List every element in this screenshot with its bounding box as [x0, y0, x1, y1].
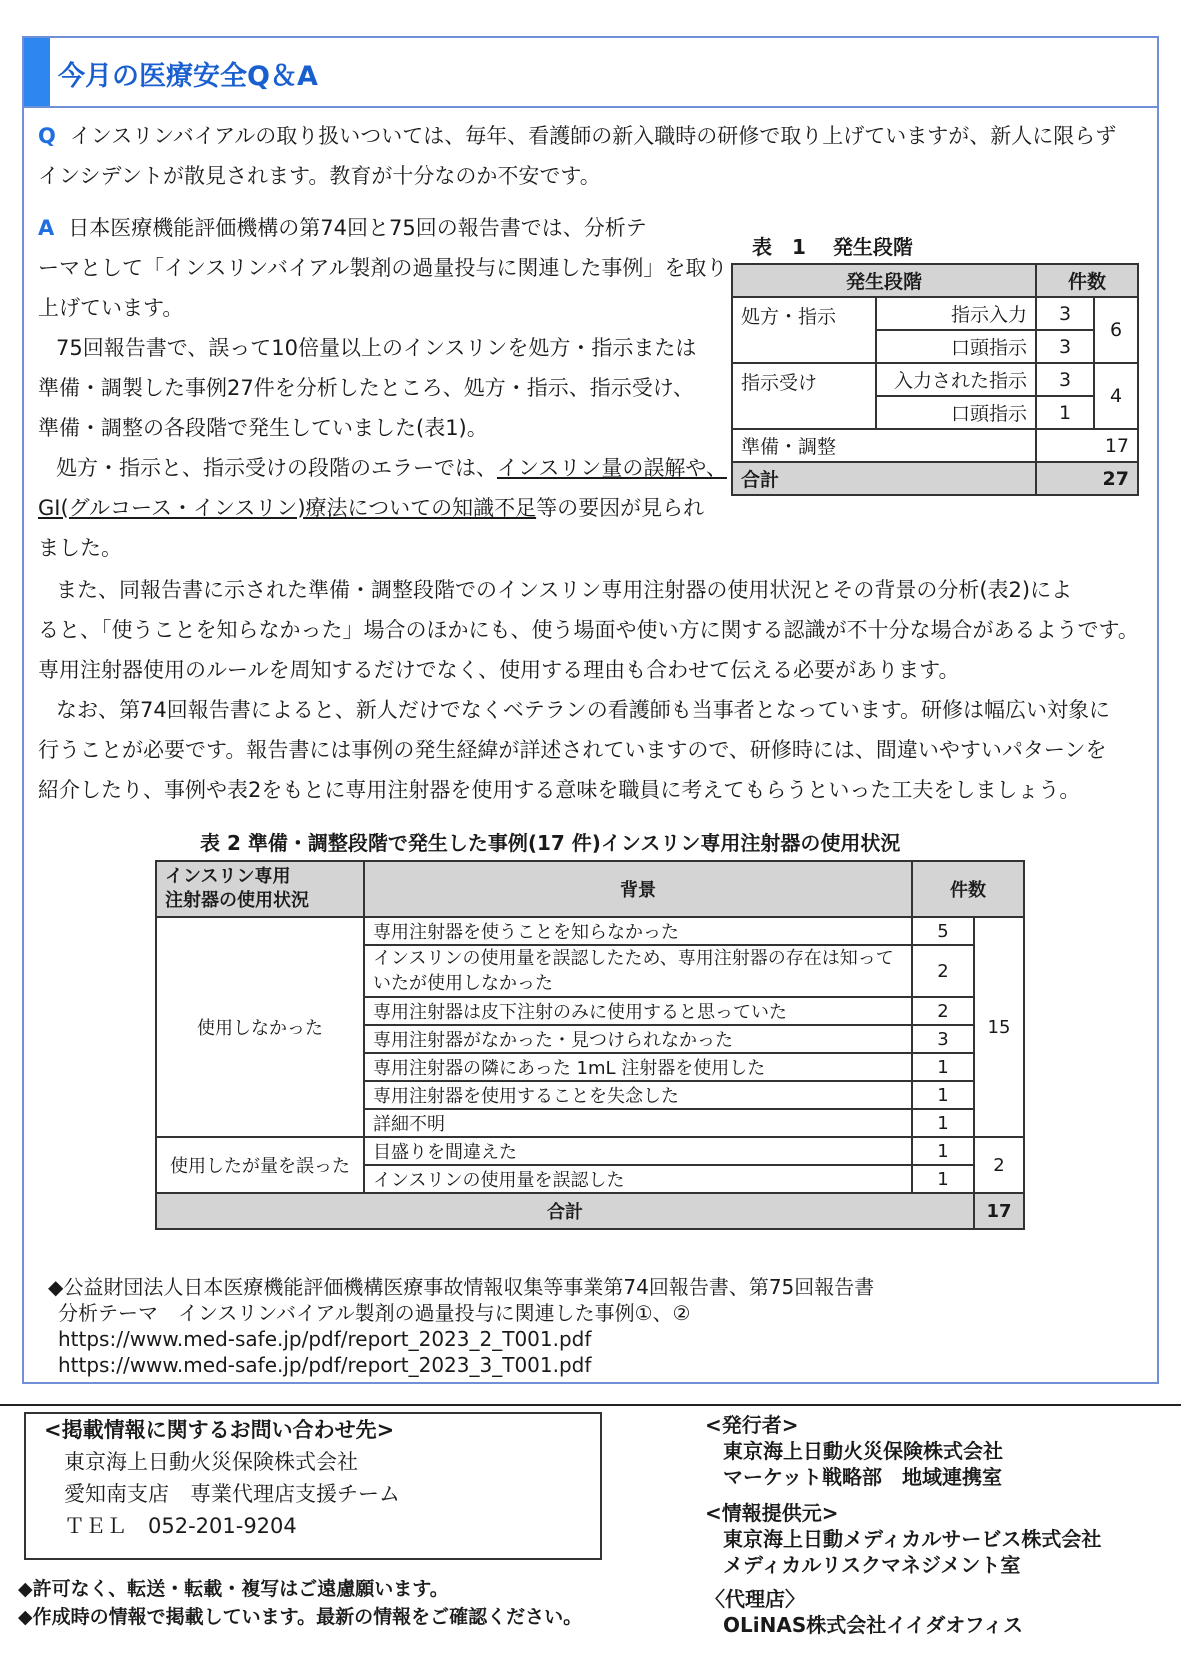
answer-p3-l2u: GI(グルコース・インスリン)療法についての知識不足: [38, 496, 537, 520]
table1-g2-total: 4: [1094, 363, 1138, 429]
table2-row-n: 5: [912, 917, 974, 945]
answer-p5-l1: なお、第74回報告書によると、新人だけでなくベテランの看護師も当事者となっています。研修は幅広い対象に: [56, 698, 1111, 722]
source-block: [48, 1274, 874, 1378]
table2-row-cont: いたが使用しなかった: [364, 971, 912, 997]
table1-g2-r1: 入力された指示: [876, 363, 1036, 396]
answer-p2-l1: 75回報告書で、誤って10倍量以上のインスリンを処方・指示または: [56, 336, 697, 360]
source-url-1[interactable]: https://www.med-safe.jp/pdf/report_2023_2_T001.pdf: [58, 1327, 592, 1351]
table2-row: 詳細不明: [364, 1109, 912, 1137]
table1-total-n: 27: [1036, 462, 1138, 495]
answer-p3-l1a: 処方・指示と、指示受けの段階のエラーでは、: [56, 456, 497, 480]
contact-line-1: 東京海上日動火災保険株式会社: [64, 1450, 358, 1474]
question-line-2: インシデントが散見されます。教育が十分なのか不安です。: [38, 164, 601, 188]
publisher-line-2: マーケット戦略部 地域連携室: [723, 1465, 1002, 1489]
page-title: 今月の医療安全Q＆A: [58, 61, 318, 92]
note-1: ◆許可なく、転送・転載・複写はご遠慮願います。: [18, 1578, 449, 1600]
provider-line-1: 東京海上日動メディカルサービス株式会社: [723, 1527, 1102, 1551]
table2-header-count: 件数: [912, 861, 1024, 917]
agency-label: 〈代理店〉: [705, 1587, 805, 1611]
table2-row: 専用注射器を使用することを失念した: [364, 1081, 912, 1109]
answer-p5-l3: 紹介したり、事例や表2をもとに専用注射器を使用する意味を職員に考えてもらうといった工夫をしましょう。: [38, 778, 1081, 802]
table1-header-stage: 発生段階: [732, 264, 1036, 297]
source-line-2: 分析テーマ インスリンバイアル製剤の過量投与に関連した事例①、②: [58, 1301, 691, 1325]
a-letter: A: [38, 216, 55, 240]
source-url-2[interactable]: https://www.med-safe.jp/pdf/report_2023_3_T001.pdf: [58, 1353, 592, 1377]
answer-p2-l2: 準備・調製した事例27件を分析したところ、処方・指示、指示受け、: [38, 376, 694, 400]
provider-label: <情報提供元>: [705, 1501, 839, 1525]
table1-g1-r2: 口頭指示: [876, 330, 1036, 363]
table1-g2-r2-n: 1: [1036, 396, 1094, 429]
table2-g2-total: 2: [974, 1137, 1024, 1193]
answer-p1-l2: ーマとして「インスリンバイアル製剤の過量投与に関連した事例」を取り: [38, 256, 728, 280]
table2-row-n: 3: [912, 1025, 974, 1053]
table1-caption: 表 1 発生段階: [752, 235, 913, 259]
answer-p3-l3: ました。: [38, 536, 122, 560]
publisher-label: <発行者>: [705, 1413, 799, 1437]
answer-block-full: [38, 570, 1153, 810]
answer-p1-l3: 上げています。: [38, 296, 184, 320]
table1-g2-r1-n: 3: [1036, 363, 1094, 396]
table1-group-1: 処方・指示: [732, 297, 876, 363]
table1-header-count: 件数: [1036, 264, 1138, 297]
table2-group-2: 使用したが量を誤った: [156, 1137, 364, 1193]
table2-row: 目盛りを間違えた: [364, 1137, 912, 1165]
answer-p3-l2b: 等の要因が見られ: [536, 496, 705, 520]
table2-row-n: 1: [912, 1137, 974, 1165]
table2-total-label: 合計: [156, 1193, 974, 1229]
contact-line-2: 愛知南支店 専業代理店支援チーム: [64, 1482, 400, 1506]
table1-g3-n: 17: [1036, 429, 1138, 462]
table2-g1-total: 15: [974, 917, 1024, 1137]
table2-header-bg: 背景: [364, 861, 912, 917]
table2-row-n: 1: [912, 1109, 974, 1137]
table2-row: インスリンの使用量を誤認したため、専用注射器の存在は知って: [364, 945, 912, 971]
table2-row-n: 2: [912, 945, 974, 997]
source-line-1: ◆公益財団法人日本医療機能評価機構医療事故情報収集等事業第74回報告書、第75回報告書: [48, 1275, 875, 1299]
provider-block: [705, 1500, 1101, 1578]
contact-box: [24, 1412, 602, 1560]
table2-row-n: 1: [912, 1053, 974, 1081]
answer-p4-l3: 専用注射器使用のルールを周知するだけでなく、使用する理由も合わせて伝える必要があります。: [38, 658, 960, 682]
table1-g2-r2: 口頭指示: [876, 396, 1036, 429]
table2-header-status: [156, 861, 364, 917]
table2-row: 専用注射器の隣にあった 1mL 注射器を使用した: [364, 1053, 912, 1081]
table1: [731, 263, 1139, 496]
table2-row-n: 1: [912, 1165, 974, 1193]
title-box: [24, 38, 1157, 108]
table1-g1-r1-n: 3: [1036, 297, 1094, 330]
contact-tel: ＴＥＬ 052-201-9204: [64, 1514, 297, 1538]
answer-p4-l1: また、同報告書に示された準備・調整段階でのインスリン専用注射器の使用状況とその背景の分析(表2)によ: [56, 578, 1073, 602]
table2-header-status-1: インスリン専用: [165, 866, 291, 887]
table2-total-n: 17: [974, 1193, 1024, 1229]
table1-g1-total: 6: [1094, 297, 1138, 363]
answer-block-left: [38, 208, 728, 568]
table1-group-3: 準備・調整: [732, 429, 1036, 462]
answer-p2-l3: 準備・調整の各段階で発生していました(表1)。: [38, 416, 488, 440]
answer-p4-l2: ると、「使うことを知らなかった」場合のほかにも、使う場面や使い方に関する認識が不十分な場合があるようです。: [38, 618, 1139, 642]
q-letter: Q: [38, 124, 56, 148]
table2-header-status-2: 注射器の使用状況: [165, 890, 309, 911]
answer-p5-l2: 行うことが必要です。報告書には事例の発生経緯が詳述されていますので、研修時には、間違いやすいパターンを: [38, 738, 1107, 762]
title-accent-bar: [24, 38, 50, 106]
table2-row-n: 2: [912, 997, 974, 1025]
table2: [155, 860, 1025, 1230]
table2-row-n: 1: [912, 1081, 974, 1109]
publisher-block: [705, 1412, 1003, 1490]
footer-divider: [0, 1404, 1181, 1406]
table1-total-label: 合計: [732, 462, 1036, 495]
question-line-1: インスリンバイアルの取り扱いついては、毎年、看護師の新入職時の研修で取り上げていますが、新人に限らず: [69, 124, 1117, 148]
publisher-line-1: 東京海上日動火災保険株式会社: [723, 1439, 1003, 1463]
answer-p3-l1u: インスリン量の誤解や、: [497, 456, 727, 480]
contact-title: <掲載情報に関するお問い合わせ先>: [44, 1418, 395, 1442]
table2-row: 専用注射器がなかった・見つけられなかった: [364, 1025, 912, 1053]
answer-p1-l1: 日本医療機能評価機構の第74回と75回の報告書では、分析テ: [68, 216, 647, 240]
agency-line-1: OLiNAS株式会社イイダオフィス: [723, 1613, 1024, 1637]
table1-g1-r1: 指示入力: [876, 297, 1036, 330]
agency-block: [705, 1586, 1023, 1638]
provider-line-2: メディカルリスクマネジメント室: [723, 1553, 1021, 1577]
question-block: [38, 116, 1148, 196]
table2-row: 専用注射器を使うことを知らなかった: [364, 917, 912, 945]
table2-caption: 表 2 準備・調整段階で発生した事例(17 件)インスリン専用注射器の使用状況: [200, 831, 901, 855]
table1-group-2: 指示受け: [732, 363, 876, 429]
table2-row: インスリンの使用量を誤認した: [364, 1165, 912, 1193]
table2-group-1: 使用しなかった: [156, 917, 364, 1137]
table1-g1-r2-n: 3: [1036, 330, 1094, 363]
note-2: ◆作成時の情報で掲載しています。最新の情報をご確認ください。: [18, 1606, 583, 1628]
table2-row: 専用注射器は皮下注射のみに使用すると思っていた: [364, 997, 912, 1025]
